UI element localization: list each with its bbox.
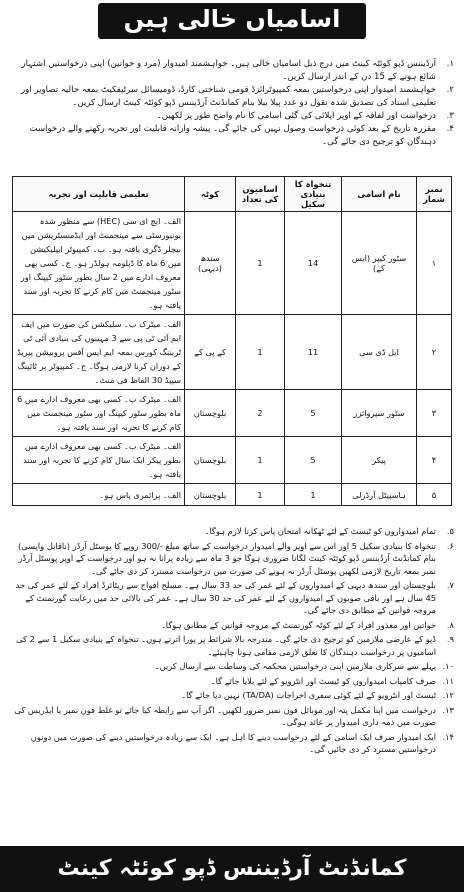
item-number: ۹. [446, 634, 454, 644]
cell-serial: ۱ [417, 212, 452, 315]
item-number: ۴. [446, 124, 454, 134]
cell-pay-scale: 5 [285, 437, 342, 484]
item-number: ۱۳. [442, 704, 454, 715]
item-text: درخواست اور لفافہ کے اوپر اپلائی کی گئی اسامی کا نام واضح طور پر لکھیں۔ [156, 111, 436, 121]
item-number: ۱۰. [442, 661, 454, 671]
item-number: ۱. [446, 59, 454, 69]
header [0, 3, 464, 39]
item-number: ۱۴. [442, 731, 454, 742]
item-text: خواہشمند امیدوار اپنی درخواستیں بمعہ کمپیوٹرائزڈ قومی شناختی کارڈ، ڈومیسائل سرٹیفکیٹ بمعہ حالیہ تصاویر اور تعلیمی اسناد کی تصدیق شدہ نقول دو عدد پیلا بیلا بنام کمانڈنٹ آرڈیننس ڈپو کوئٹہ کینٹ ارسال کریں۔ [20, 85, 436, 108]
item-text: ٹیسٹ اور انٹرویو کے لئے کوئی سفری اخراجات (TA/DA) نہیں دیا جائے گا۔ [181, 690, 436, 700]
header-post-count: اسامیوں کی تعداد [236, 177, 285, 212]
header-post-name: نام اسامی [342, 177, 417, 212]
item-number: ۸. [446, 619, 454, 630]
item-text: تمام امیدواروں کو ٹیسٹ کے لئے ٹھکانہ امتحان پاس کرنا لازم ہوگا۔ [204, 526, 436, 536]
cell-post-count: 1 [236, 315, 285, 390]
cell-qualification: الف۔ میٹرک ب۔ کسی بھی معروف ادارے میں بطور پیکر ایک سال کام کرنے کا تجربہ اور سند یافتہ ہو۔ [13, 437, 185, 484]
list-item [10, 110, 454, 123]
item-text: تنخواہ کا بنیادی سکیل 5 اور اس سے اوپر والے امیدوار درخواست کے ساتھ مبلغ -/300 روپے کا پوسٹل آرڈر (ناقابل واپسی) بنام کمانڈنٹ آرڈیننس ڈپو کوئٹہ کینٹ لگانا ضروری ہوگا جو 3 ماہ سے زیادہ پرانا نہ ہو اور درخواست کے اوپر پوسٹل آرڈر نمبر بمعہ تاریخ لازمی لکھیں پوسٹل آرڈر نہ ہونے کی صورت میں درخواست مسترد کر دی جائے گی۔ [18, 540, 436, 576]
list-item [10, 84, 454, 110]
cell-post-count: 2 [236, 390, 285, 437]
list-item [10, 579, 454, 617]
item-number: ۱۱. [442, 675, 454, 686]
cell-post-name: پیکر [342, 437, 417, 484]
notes-section [10, 525, 454, 758]
item-number: ۲. [446, 85, 454, 95]
item-text: خواتین اور معذور افراد کے لئے کوٹہ گورنمنٹ کے مروجہ قوانین کے مطابق ہوگا۔ [160, 619, 436, 630]
table-row [13, 315, 452, 390]
cell-post-name: سٹور سپروائزر [342, 390, 417, 437]
table-row [13, 212, 452, 315]
table-row [13, 390, 452, 437]
list-item [10, 660, 454, 673]
cell-post-count: 1 [236, 484, 285, 506]
cell-qualification: الف۔ میٹرک ب۔ کسی بھی معروف ادارے میں 6 ماہ بطور سٹور کیپنگ اور سٹور مینجمنٹ میں کام کرنے کا تجربہ اور سند یافتہ ہو۔ [13, 390, 185, 437]
table-row [13, 437, 452, 484]
header-qualification: تعلیمی قابلیت اور تجربہ [13, 177, 185, 212]
cell-serial: ۲ [417, 315, 452, 390]
list-item [10, 704, 454, 729]
list-item [10, 123, 454, 149]
list-item [10, 540, 454, 578]
cell-post-count: 1 [236, 437, 285, 484]
cell-qualification: الف۔ ایچ ای سی (HEC) سے منظور شدہ یونیورسٹی سے مینجمنٹ اور ایڈمنسٹریشن میں بیچلر ڈگری یافتہ ہو۔ ب۔ کمپیوٹر ایپلیکیشن میں 6 ماہ کا ڈپلومہ ہولڈر ہو۔ ج۔ کسی بھی معروف ادارے میں 2 سال بطور سٹور کیپنگ اور سٹور مینجمنٹ میں کام کرنے کا تجربہ اور سند یافتہ ہو۔ [13, 212, 185, 315]
cell-serial: ۵ [417, 484, 452, 506]
cell-serial: ۴ [417, 437, 452, 484]
cell-post-name: سٹور کیپر (ایس کے) [342, 212, 417, 315]
list-item [10, 58, 454, 84]
cell-post-name: ہاسپیٹل آرڈرلی [342, 484, 417, 506]
footer-text: کمانڈنٹ آرڈیننس ڈپو کوئٹہ کینٹ [57, 856, 407, 881]
list-item [10, 731, 454, 756]
cell-quota: بلوچستان [185, 437, 236, 484]
list-item [10, 675, 454, 688]
list-item [10, 525, 454, 538]
header-pay-scale: تنخواہ کا بنیادی سکیل [285, 177, 342, 212]
page-title: اسامیاں خالی ہیں [98, 3, 367, 39]
cell-pay-scale: 5 [285, 390, 342, 437]
item-text: ایک امیدوار صرف ایک اسامی کے لئے درخواست دینے کا اہل ہے۔ ایک سے زیادہ درخواستیں دینے کی صورت میں دونوں درخواستیں مسترد کر دی جائیں گی۔ [30, 731, 436, 754]
cell-pay-scale: 11 [285, 315, 342, 390]
footer-banner [0, 846, 464, 892]
list-item [10, 689, 454, 702]
cell-qualification: الف۔ پرائمری پاس ہو۔ [13, 484, 185, 506]
cell-quota: کے پی کے [185, 315, 236, 390]
cell-qualification: الف۔ میٹرک ب۔ سلیکشن کی صورت میں ایف ایم آئی ٹی پی سے 3 مہینوں کی بنیادی آئی ٹی ٹریننگ کورس بمعہ ایم ایس آفس پروبیشن پیریڈ کے دوران کرنا لازمی ہوگا۔ ج۔ کمپیوٹر پر ٹائپنگ سپیڈ 30 الفاظ فی منٹ۔ [13, 315, 185, 390]
item-text: مقررہ تاریخ کے بعد کوئی درخواست وصول نہیں کی جائے گی۔ پیشہ وارانہ قابلیت اور تجربہ رکھنے والے درخواست دہندگان کو ترجیح دی جائے گی۔ [29, 124, 436, 147]
cell-quota: بلوچستان [185, 390, 236, 437]
vacancies-table [12, 176, 452, 506]
list-item [10, 619, 454, 632]
item-number: ۳. [446, 111, 454, 121]
cell-post-count: 1 [236, 212, 285, 315]
header-quota: کوٹہ [185, 177, 236, 212]
item-number: ۷. [446, 580, 454, 590]
item-number: ۶. [446, 540, 454, 551]
cell-quota: بلوچستان [185, 484, 236, 506]
cell-pay-scale: 14 [285, 212, 342, 315]
item-number: ۵. [446, 526, 454, 536]
list-item [10, 633, 454, 658]
cell-pay-scale: 1 [285, 484, 342, 506]
item-text: بلوچستان اور سندھ دیہی کے امیدواروں کے لئے عمر کی حد 33 سال ہے۔ مسلح افواج سے ریٹائرڈ افراد کے لئے عمر کی حد 45 سال ہے اور باقی صوبوں کے امیدواروں کے لئے عمر کی حد 30 سال ہے۔ عمر کی بالائی حد میں رعایت گورنمنٹ کے مروجہ قوانین کے مطابق دی جائے گی۔ [15, 580, 436, 615]
cell-post-name: ایل ڈی سی [342, 315, 417, 390]
item-text: آرڈیننس ڈپو کوئٹہ کینٹ میں درج ذیل اسامیاں خالی ہیں۔ خواہشمند امیدوار (مرد و خواتین) اپنی درخواستیں اشتہار شائع ہونے کے 15 دن کے اندر ارسال کریں۔ [21, 59, 436, 82]
header-serial: نمبر شمار [417, 177, 452, 212]
item-text: ڈپو کے عارضی ملازمین کو ترجیح دی جائے گی۔ مندرجہ بالا شرائط پر پورا اترتے ہوں۔ تنخواہ کے بنیادی سکیل 1 سے 2 کی اسامیوں پر درخواست دہندگان کا تعلق لازمی مقامی ہونا چاہیئے۔ [16, 634, 436, 657]
table-row [13, 484, 452, 506]
item-number: ۱۲. [442, 690, 454, 700]
cell-serial: ۳ [417, 390, 452, 437]
item-text: صرف کامیاب امیدواروں کو ٹیسٹ اور انٹرویو کے لئے بلایا جائے گا۔ [210, 675, 436, 686]
item-text: درخواست میں اپنا مکمل پتہ اور موبائل فون نمبر ضرور لکھیں۔ اگر آپ سے رابطہ کیا جائے تو غلط فون نمبر یا ایڈریس کی صورت میں ذمہ داری امیدوار پر عائد ہوگی۔ [14, 704, 436, 727]
item-text: پہلے سے سرکاری ملازمین اپنی درخواستیں محکمہ کی وساطت سے ارسال کریں۔ [154, 661, 436, 671]
cell-quota: سندھ (دیہی) [185, 212, 236, 315]
table-header-row [13, 177, 452, 212]
intro-section [10, 58, 454, 149]
